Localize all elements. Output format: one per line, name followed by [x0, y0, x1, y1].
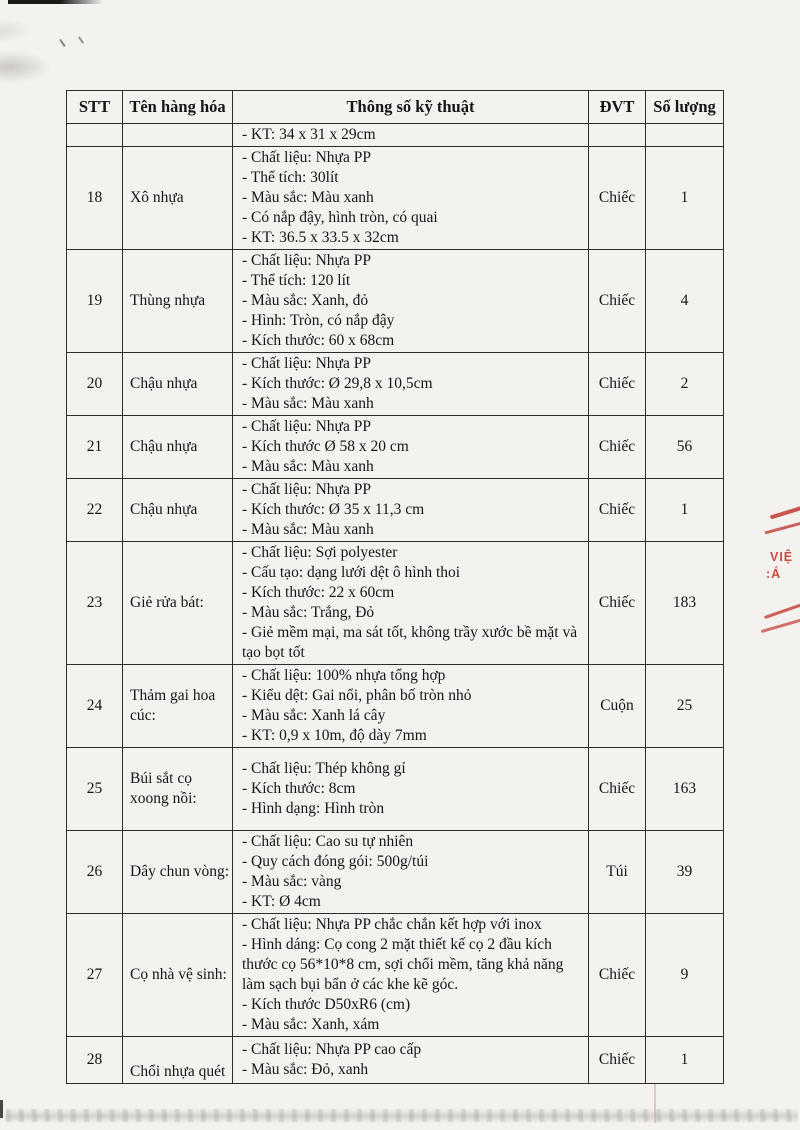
spec-line: - Kích thước Ø 58 x 20 cm: [242, 438, 409, 455]
unit-cell: [589, 124, 646, 147]
stamp-stroke: [764, 519, 800, 535]
spec-line: - Màu sắc: Màu xanh: [242, 395, 374, 412]
spec-line: - Hình: Tròn, có nắp đậy: [242, 312, 395, 329]
item-name-cell: Chậu nhựa: [123, 416, 233, 479]
stamp-stroke: [761, 616, 800, 633]
unit-cell: Chiếc: [589, 250, 646, 353]
spec-line: - Chất liệu: Nhựa PP: [242, 149, 371, 166]
spec-line: - Chất liệu: 100% nhựa tổng hợp: [242, 667, 446, 684]
spec-line: - Màu sắc: Đỏ, xanh: [242, 1061, 369, 1078]
specs-cell: [233, 147, 589, 250]
table-row: [67, 416, 724, 479]
table-row: [67, 147, 724, 250]
spec-line: - Kích thước: 22 x 60cm: [242, 584, 395, 601]
item-name-cell: Chậu nhựa: [123, 353, 233, 416]
scan-shadow-band: [6, 1109, 798, 1122]
stamp-text-line: VIỆ: [770, 550, 794, 564]
scan-smudge: [0, 18, 32, 44]
table-row: [67, 353, 724, 416]
table-row: [67, 124, 724, 147]
unit-cell: Chiếc: [589, 479, 646, 542]
spec-line: - Thể tích: 30lít: [242, 169, 339, 186]
spec-line: - Chất liệu: Sợi polyester: [242, 544, 398, 561]
table-row: [67, 665, 724, 748]
spec-line: - Chất liệu: Nhựa PP cao cấp: [242, 1041, 422, 1058]
header-specs: Thông số kỹ thuật: [233, 91, 589, 124]
spec-line: - KT: 36.5 x 33.5 x 32cm: [242, 229, 399, 246]
quantity-cell: 56: [646, 416, 724, 479]
specs-cell: [233, 416, 589, 479]
table-row: [67, 542, 724, 665]
spec-line: - Màu sắc: Màu xanh: [242, 189, 374, 206]
spec-line: - Kiểu dệt: Gai nổi, phân bố tròn nhỏ: [242, 687, 472, 704]
spec-line: - Kích thước: Ø 35 x 11,3 cm: [242, 501, 425, 518]
stt-cell: 22: [67, 479, 123, 542]
spec-line: - KT: 0,9 x 10m, độ dày 7mm: [242, 727, 427, 744]
stamp-stroke: [770, 500, 800, 519]
unit-cell: Cuộn: [589, 665, 646, 748]
quantity-cell: [646, 124, 724, 147]
specs-cell: [233, 542, 589, 665]
pencil-mark: [59, 39, 66, 48]
quantity-cell: 9: [646, 914, 724, 1037]
unit-cell: Chiếc: [589, 147, 646, 250]
spec-line: - Màu sắc: Trắng, Đỏ: [242, 604, 375, 621]
stamp-text-line: :Á: [766, 567, 782, 581]
pencil-mark: [78, 36, 84, 44]
unit-cell: Túi: [589, 831, 646, 914]
scan-line-artifact: [654, 1083, 656, 1123]
specs-cell: [233, 124, 589, 147]
unit-cell: Chiếc: [589, 914, 646, 1037]
stt-cell: 26: [67, 831, 123, 914]
item-name-cell: Thùng nhựa: [123, 250, 233, 353]
header-item-name: Tên hàng hóa: [123, 91, 233, 124]
table-body: [67, 124, 724, 1084]
spec-line: - Kích thước: 8cm: [242, 780, 356, 797]
table-row: [67, 748, 724, 831]
scan-edge-mark: [0, 1100, 3, 1118]
goods-spec-table: [66, 90, 724, 1084]
table-row: [67, 250, 724, 353]
scan-smudge: [0, 50, 52, 84]
stamp-stroke: [764, 600, 800, 619]
spec-line: - Kích thước D50xR6 (cm): [242, 996, 411, 1013]
spec-line: - Chất liệu: Thép không gỉ: [242, 760, 406, 777]
stt-cell: 27: [67, 914, 123, 1037]
spec-line: - Quy cách đóng gói: 500g/túi: [242, 853, 429, 870]
spec-line: - Chất liệu: Cao su tự nhiên: [242, 833, 414, 850]
stt-cell: [67, 124, 123, 147]
stt-cell: 19: [67, 250, 123, 353]
quantity-cell: 163: [646, 748, 724, 831]
item-name-cell: Búi sắt cọ xoong nồi:: [123, 748, 233, 831]
table-row: [67, 479, 724, 542]
spec-line: - KT: Ø 4cm: [242, 893, 321, 910]
specs-cell: [233, 479, 589, 542]
item-name-cell: Xô nhựa: [123, 147, 233, 250]
spec-line: - Cấu tạo: dạng lưới dệt ô hình thoi: [242, 564, 461, 581]
spec-line: - Kích thước: 60 x 68cm: [242, 332, 395, 349]
quantity-cell: 1: [646, 479, 724, 542]
spec-line: - Chất liệu: Nhựa PP: [242, 355, 371, 372]
table-row: [67, 831, 724, 914]
spec-line: - Màu sắc: Xanh lá cây: [242, 707, 386, 724]
stt-cell: 18: [67, 147, 123, 250]
spec-line: - Hình dạng: Hình tròn: [242, 800, 385, 817]
spec-line: - Chất liệu: Nhựa PP: [242, 252, 371, 269]
specs-cell: [233, 748, 589, 831]
item-name-cell: Chậu nhựa: [123, 479, 233, 542]
quantity-cell: 183: [646, 542, 724, 665]
quantity-cell: 39: [646, 831, 724, 914]
spec-line: - Có nắp đậy, hình tròn, có quai: [242, 209, 438, 226]
unit-cell: Chiếc: [589, 1037, 646, 1084]
unit-cell: Chiếc: [589, 748, 646, 831]
specs-cell: [233, 1037, 589, 1084]
spec-line: - Màu sắc: vàng: [242, 873, 342, 890]
spec-line: - Màu sắc: Xanh, xám: [242, 1016, 380, 1033]
table-header-row: [67, 91, 724, 124]
item-name-cell: [123, 124, 233, 147]
header-unit: ĐVT: [589, 91, 646, 124]
stt-cell: 20: [67, 353, 123, 416]
spec-line: - Hình dáng: Cọ cong 2 mặt thiết kế cọ 2 đầu kích thước cọ 56*10*8 cm, sợi chổi mềm, tăng khả năng làm sạch bụi bẩn ở các khe kẽ góc.: [242, 936, 564, 993]
quantity-cell: 25: [646, 665, 724, 748]
unit-cell: Chiếc: [589, 542, 646, 665]
specs-cell: [233, 250, 589, 353]
specs-cell: [233, 831, 589, 914]
spec-line: - KT: 34 x 31 x 29cm: [242, 126, 376, 143]
stt-cell: 28: [67, 1037, 123, 1084]
stt-cell: 21: [67, 416, 123, 479]
spec-line: - Chất liệu: Nhựa PP: [242, 481, 371, 498]
spec-line: - Giẻ mềm mại, ma sát tốt, không trầy xước bề mặt và tạo bọt tốt: [242, 624, 578, 661]
specs-cell: [233, 665, 589, 748]
spec-line: - Thể tích: 120 lít: [242, 272, 351, 289]
unit-cell: Chiếc: [589, 353, 646, 416]
header-stt: STT: [67, 91, 123, 124]
item-name-cell: Cọ nhà vệ sinh:: [123, 914, 233, 1037]
spec-line: - Kích thước: Ø 29,8 x 10,5cm: [242, 375, 433, 392]
item-name-cell: Giẻ rửa bát:: [123, 542, 233, 665]
stt-cell: 23: [67, 542, 123, 665]
spec-line: - Màu sắc: Màu xanh: [242, 521, 374, 538]
stt-cell: 24: [67, 665, 123, 748]
spec-line: - Chất liệu: Nhựa PP: [242, 418, 371, 435]
table-row: [67, 1037, 724, 1084]
scan-edge-mark: [8, 0, 103, 4]
stt-cell: 25: [67, 748, 123, 831]
quantity-cell: 1: [646, 1037, 724, 1084]
quantity-cell: 4: [646, 250, 724, 353]
spec-line: - Chất liệu: Nhựa PP chắc chắn kết hợp với inox: [242, 916, 542, 933]
spec-line: - Màu sắc: Màu xanh: [242, 458, 374, 475]
specs-cell: [233, 914, 589, 1037]
item-name-cell: Dây chun vòng:: [123, 831, 233, 914]
stamp-fragment: [755, 495, 800, 650]
item-name-cell: Chổi nhựa quét: [123, 1037, 233, 1084]
header-quantity: Số lượng: [646, 91, 724, 124]
quantity-cell: 2: [646, 353, 724, 416]
item-name-cell: Thảm gai hoa cúc:: [123, 665, 233, 748]
specs-cell: [233, 353, 589, 416]
table-row: [67, 914, 724, 1037]
quantity-cell: 1: [646, 147, 724, 250]
unit-cell: Chiếc: [589, 416, 646, 479]
spec-line: - Màu sắc: Xanh, đỏ: [242, 292, 369, 309]
